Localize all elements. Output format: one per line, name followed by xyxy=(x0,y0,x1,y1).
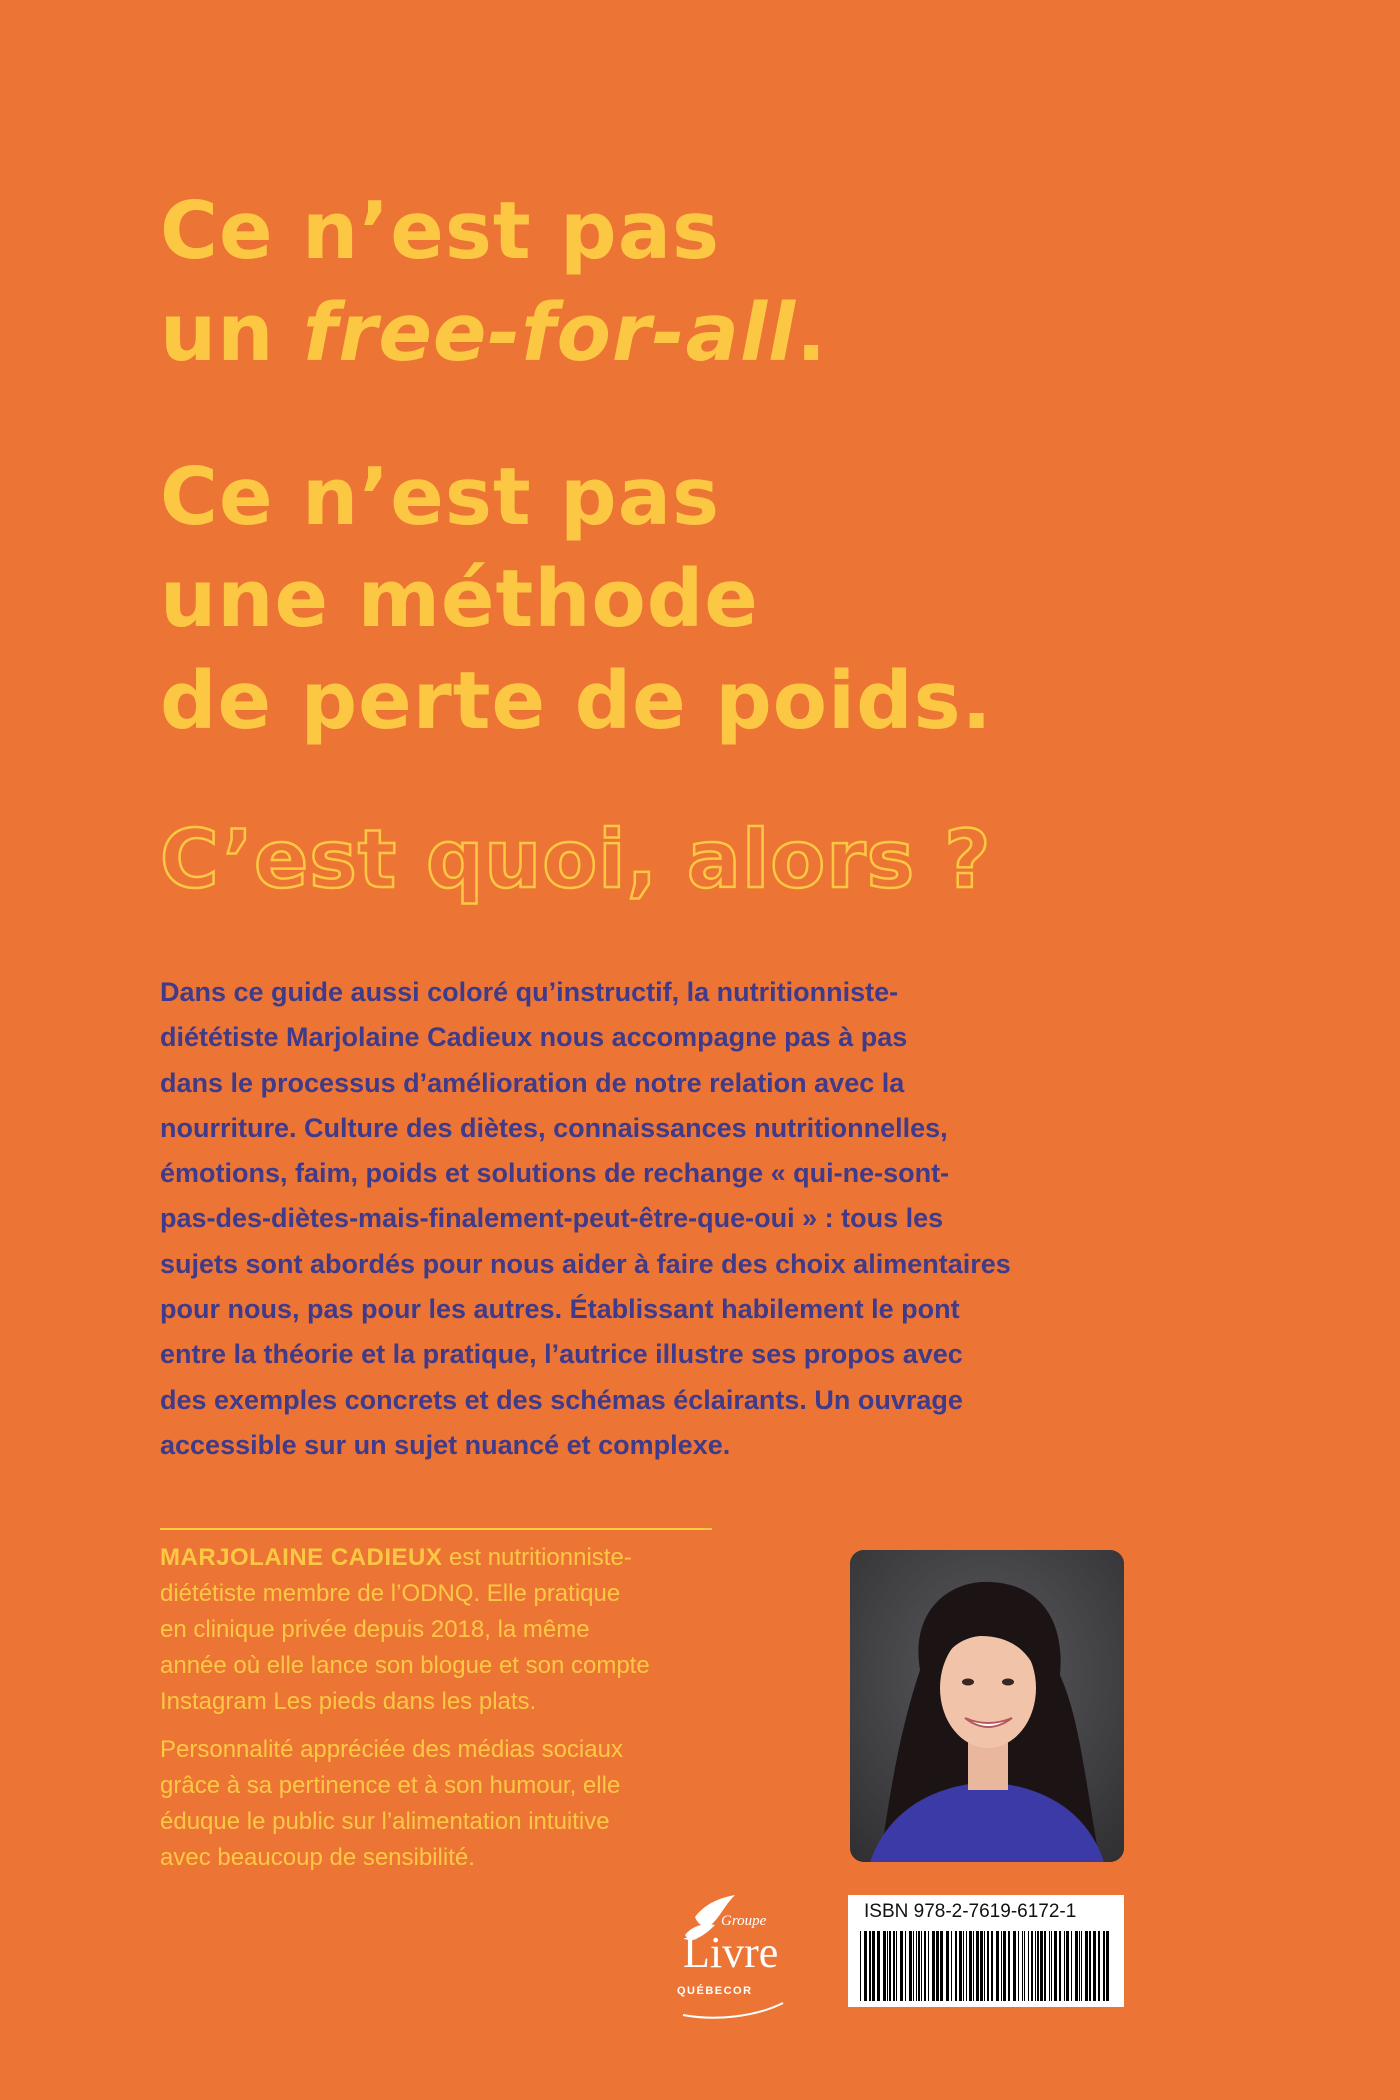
barcode-bar xyxy=(946,1931,949,2001)
barcode-bar xyxy=(1059,1931,1061,2001)
bio-line: année où elle lance son blogue et son compte xyxy=(160,1652,650,1679)
barcode-bar xyxy=(877,1931,880,2001)
barcode-bar xyxy=(1106,1931,1109,2001)
barcode-bar xyxy=(1013,1931,1016,2001)
blurb-line: des exemples concrets et des schémas éclairants. Un ouvrage xyxy=(160,1384,963,1415)
barcode-bar xyxy=(987,1931,989,2001)
barcode-bar xyxy=(1064,1931,1065,2001)
blurb-line: pour nous, pas pour les autres. Établissant habilement le pont xyxy=(160,1294,960,1325)
barcode-bar xyxy=(1049,1931,1050,2001)
barcode-bar xyxy=(1035,1931,1036,2001)
barcode-bar xyxy=(916,1931,917,2001)
barcode-bar xyxy=(1071,1931,1072,2001)
barcode-bar xyxy=(980,1931,983,2001)
barcode-bar xyxy=(1001,1931,1002,2001)
bio-paragraph-2 xyxy=(160,1732,760,1876)
barcode-bar xyxy=(928,1931,929,2001)
blurb-line: accessible sur un sujet nuancé et complexe. xyxy=(160,1429,731,1460)
barcode-bar xyxy=(963,1931,964,2001)
barcode-bar xyxy=(896,1931,897,2001)
barcode-bar xyxy=(860,1931,861,2001)
logo-livre: Livre xyxy=(683,1928,779,1977)
headline-2-line-3: de perte de poids. xyxy=(160,655,993,747)
barcode-bar xyxy=(864,1931,867,2001)
barcode-bar xyxy=(1031,1931,1033,2001)
barcode-bar xyxy=(921,1931,922,2001)
blurb-line: entre la théorie et la pratique, l’autrice illustre ses propos avec xyxy=(160,1339,963,1370)
barcode-bar xyxy=(1028,1931,1029,2001)
headline-free-for-all xyxy=(160,180,827,384)
barcode-bar xyxy=(932,1931,935,2001)
headline-weight-loss xyxy=(160,446,993,752)
barcode-bar xyxy=(1044,1931,1046,2001)
barcode-bar xyxy=(959,1931,962,2001)
blurb-line: Dans ce guide aussi coloré qu’instructif, la nutritionniste- xyxy=(160,977,899,1007)
bio-line-1 xyxy=(160,1540,760,1576)
headline-1-line-2 xyxy=(160,282,827,384)
headline-1-italic: free-for-all xyxy=(303,287,797,379)
barcode-bar xyxy=(918,1931,920,2001)
barcode-bar xyxy=(1003,1931,1006,2001)
headline-1-prefix: un xyxy=(160,287,303,379)
barcode-bar xyxy=(924,1931,926,2001)
barcode-bar xyxy=(955,1931,957,2001)
author-bio xyxy=(160,1540,760,1876)
isbn-barcode xyxy=(848,1895,1124,2007)
bio-line: en clinique privée depuis 2018, la même xyxy=(160,1616,590,1643)
barcode-bar xyxy=(1085,1931,1088,2001)
logo-groupe: Groupe xyxy=(721,1913,767,1929)
barcode-bar xyxy=(1022,1931,1023,2001)
blurb-line: diététiste Marjolaine Cadieux nous accompagne pas à pas xyxy=(160,1022,908,1053)
barcode-bar xyxy=(976,1931,979,2001)
isbn-text: ISBN 978-2-7619-6172-1 xyxy=(864,1901,1077,1922)
barcode-bar xyxy=(984,1931,985,2001)
barcode-bar xyxy=(969,1931,972,2001)
blurb-line: sujets sont abordés pour nous aider à faire des choix alimentaires xyxy=(160,1248,1011,1279)
barcode-bar xyxy=(1037,1931,1039,2001)
barcode-bar xyxy=(893,1931,895,2001)
barcode-bar xyxy=(872,1931,875,2001)
bio-line: Instagram Les pieds dans les plats. xyxy=(160,1688,537,1715)
barcode-bar xyxy=(1075,1931,1078,2001)
outlined-question: C’est quoi, alors ? xyxy=(160,813,992,906)
headline-2-line-1: Ce n’est pas xyxy=(160,451,721,543)
barcode-bar xyxy=(909,1931,912,2001)
barcode-bar xyxy=(905,1931,906,2001)
blurb-line: nourriture. Culture des diètes, connaissances nutritionnelles, xyxy=(160,1112,948,1143)
barcode-bar xyxy=(1103,1931,1105,2001)
bio-line: Personnalité appréciée des médias sociaux xyxy=(160,1736,623,1763)
headline-1-suffix: . xyxy=(796,287,828,379)
barcode-bar xyxy=(1040,1931,1043,2001)
barcode-bar xyxy=(889,1931,891,2001)
logo-quebecor: QUÉBECOR xyxy=(677,1985,753,1997)
barcode-bar xyxy=(940,1931,943,2001)
bio-line: grâce à sa pertinence et à son humour, elle xyxy=(160,1772,621,1799)
blurb-line: pas-des-diètes-mais-finalement-peut-être-que-oui » : tous les xyxy=(160,1203,944,1234)
barcode-bar xyxy=(1008,1931,1010,2001)
bio-divider xyxy=(160,1528,712,1530)
book-blurb xyxy=(160,970,1140,1468)
blurb-line: dans le processus d’amélioration de notre relation avec la xyxy=(160,1067,905,1098)
barcode-bar xyxy=(1066,1931,1069,2001)
bio-line-1-rest: est nutritionniste- xyxy=(442,1544,632,1571)
barcode-bar xyxy=(991,1931,993,2001)
barcode-bar xyxy=(1093,1931,1096,2001)
barcode-bar xyxy=(966,1931,967,2001)
author-photo xyxy=(850,1550,1124,1862)
headline-1-line-1: Ce n’est pas xyxy=(160,185,721,277)
barcode-bar xyxy=(900,1931,903,2001)
bio-line: avec beaucoup de sensibilité. xyxy=(160,1844,475,1871)
publisher-logo xyxy=(655,1895,795,2030)
blurb-line: émotions, faim, poids et solutions de rechange « qui-ne-sont- xyxy=(160,1158,950,1189)
barcode-bar xyxy=(973,1931,974,2001)
barcode-bar xyxy=(869,1931,871,2001)
barcode-bar xyxy=(951,1931,952,2001)
bio-line: diététiste membre de l’ODNQ. Elle pratique xyxy=(160,1580,621,1607)
barcode-bar xyxy=(913,1931,914,2001)
barcode-bars-icon xyxy=(860,1931,1112,2001)
barcode-bar xyxy=(1024,1931,1025,2001)
barcode-bar xyxy=(1054,1931,1057,2001)
barcode-bar xyxy=(883,1931,886,2001)
headline-2-line-2: une méthode xyxy=(160,553,759,645)
barcode-bar xyxy=(1098,1931,1100,2001)
bio-line: éduque le public sur l’alimentation intuitive xyxy=(160,1808,610,1835)
barcode-bar xyxy=(1051,1931,1052,2001)
barcode-bar xyxy=(887,1931,888,2001)
barcode-bar xyxy=(1018,1931,1019,2001)
barcode-bar xyxy=(1079,1931,1080,2001)
barcode-bar xyxy=(1089,1931,1091,2001)
barcode-bar xyxy=(936,1931,939,2001)
barcode-bar xyxy=(1081,1931,1082,2001)
barcode-bar xyxy=(996,1931,999,2001)
author-name: MARJOLAINE CADIEUX xyxy=(160,1544,443,1571)
